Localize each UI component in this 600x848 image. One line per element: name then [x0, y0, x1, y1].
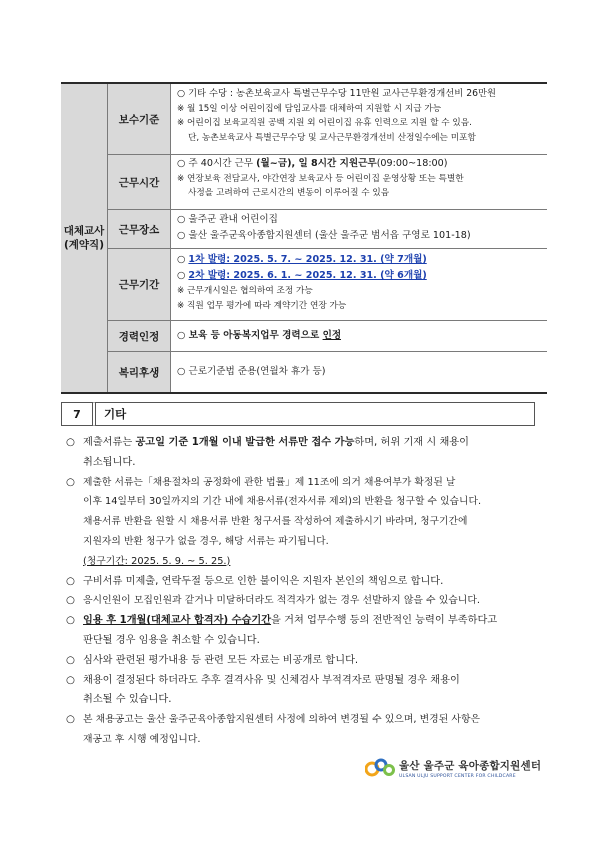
bullet: ○	[66, 615, 75, 627]
item1-d: 취소됩니다.	[83, 456, 136, 468]
item6: 심사와 관련된 평가내용 등 관련 모든 자료는 비공개로 합니다.	[83, 654, 359, 666]
list-item	[66, 433, 550, 473]
list-item	[66, 591, 550, 611]
item1-a: 제출서류는	[83, 437, 136, 448]
bullet: ○	[66, 654, 75, 666]
period-note-1: ※ 근무개시일은 협의하여 조정 가능	[177, 286, 313, 296]
salary-line-1: ○ 기타 수당 : 농촌보육교사 특별근무수당 11만원 교사근무환경개선비 26만원	[177, 88, 496, 99]
row-label-place: 근무장소	[108, 210, 171, 248]
place-line-1: ○ 울주군 관내 어린이집	[177, 214, 278, 225]
bullet: ○	[66, 595, 75, 607]
org-name-kr: 울산 울주군 육아종합지원센터	[399, 759, 542, 772]
row-label-salary: 보수기준	[108, 84, 171, 154]
salary-note-2: ※ 어린이집 보육교직원 공백 지원 외 어린이집 유휴 인력으로 지원 할 수 있음.	[177, 118, 472, 128]
item7-line2: 취소될 수 있습니다.	[83, 694, 172, 706]
item1-b: 공고일 기준 1개월 이내 발급한 서류만 접수 가능	[135, 437, 355, 448]
bullet: ○	[66, 674, 75, 686]
bullet: ○	[66, 714, 75, 726]
career-text-a: ○ 보육 등 아동복지업무 경력으로	[177, 329, 323, 341]
row-label-hours: 근무시간	[108, 155, 171, 209]
row-content-period	[171, 249, 547, 320]
salary-note-1: ※ 월 15일 이상 어린이집에 담임교사를 대체하여 지원할 시 지급 가능	[177, 103, 442, 114]
row-label-period: 근무기간	[108, 249, 171, 320]
row-career	[108, 321, 547, 352]
period-bullet-2: ○	[177, 270, 189, 281]
bullet: ○	[66, 575, 75, 587]
place-line-2: ○ 울산 울주군육아종합지원센터 (울산 울주군 범서읍 구영로 101-18)	[177, 230, 471, 241]
list-item	[66, 651, 550, 671]
notice-list	[66, 433, 550, 750]
list-item	[66, 710, 550, 750]
row-content-welfare	[171, 352, 547, 392]
recruitment-conditions-table	[61, 82, 547, 394]
item2-line5: (청구기간: 2025. 5. 9. ~ 5. 25.)	[83, 555, 231, 567]
substitute-teacher-group	[61, 84, 547, 392]
item4: 응시인원이 모집인원과 같거나 미달하더라도 적격자가 없는 경우 선발하지 않을 수 있습니다.	[83, 595, 481, 607]
row-content-hours	[171, 155, 547, 209]
row-welfare	[108, 352, 547, 392]
hours-text-b: (월~금), 일 8시간 지원근무	[256, 158, 377, 169]
item8-line2: 재공고 후 시행 예정입니다.	[83, 733, 201, 745]
row-salary	[108, 84, 547, 155]
row-label-career: 경력인정	[108, 321, 171, 351]
hours-text-a: ○ 주 40시간 근무	[177, 158, 257, 169]
hours-text-c: (09:00~18:00)	[376, 158, 448, 169]
list-item	[66, 611, 550, 651]
org-logo	[365, 756, 541, 780]
item2-line4: 지원자의 반환 청구가 없을 경우, 해당 서류는 파기됩니다.	[83, 535, 329, 547]
item2-line2: 이후 14일부터 30일까지의 기간 내에 채용서류(전자서류 제외)의 반환을 청구할 수 있습니다.	[83, 496, 482, 508]
item1-c: 하며, 허위 기재 시 채용이	[354, 437, 469, 448]
period-line-1	[177, 252, 541, 268]
childcare-center-logo-icon	[365, 756, 395, 780]
item5-b: 을 거쳐 업무수행 등의 전반적인 능력이 부족하다고	[271, 615, 498, 627]
career-line	[177, 329, 341, 344]
item7-line1: 채용이 결정된다 하더라도 추후 결격사유 및 신체검사 부적격자로 판명될 경우 채용이	[83, 674, 460, 686]
item5-c: 판단될 경우 임용을 취소할 수 있습니다.	[83, 634, 260, 646]
bullet: ○	[66, 476, 75, 488]
row-content-place	[171, 210, 547, 248]
second-appointment: 2차 발령: 2025. 6. 1. ~ 2025. 12. 31. (약 6개월)	[188, 270, 427, 281]
row-content-career	[171, 321, 547, 351]
section-number: 7	[61, 402, 92, 426]
career-text-b: 인정	[322, 329, 342, 341]
item8-line1: 본 채용공고는 울산 울주군육아종합지원센터 사정에 의하여 변경될 수 있으며, 변경된 사항은	[83, 714, 481, 726]
list-item	[66, 473, 550, 572]
hours-note-2: 사정을 고려하여 근로시간의 변동이 이루어질 수 있음	[188, 188, 390, 198]
list-item	[66, 572, 550, 592]
period-bullet-1: ○	[177, 254, 189, 265]
row-period	[108, 249, 547, 321]
bullet: ○	[66, 437, 75, 448]
section-7-heading	[61, 402, 535, 426]
first-appointment: 1차 발령: 2025. 5. 7. ~ 2025. 12. 31. (약 7개월)	[188, 254, 427, 265]
list-item	[66, 671, 550, 711]
group-label-line1: 대체교사	[63, 225, 105, 237]
hours-note-1: ※ 연장보육 전담교사, 야간연장 보육교사 등 어린이집 운영상황 또는 특별한	[177, 173, 464, 184]
row-label-welfare: 복리후생	[108, 352, 171, 392]
item5-a: 임용 후 1개월(대체교사 합격자) 수습기간	[83, 615, 272, 627]
period-note-2: ※ 직원 업무 평가에 따라 계약기간 연장 가능	[177, 301, 347, 311]
item2-line3: 채용서류 반환을 원할 시 채용서류 반환 청구서를 작성하여 제출하시기 바라며, 청구기간에	[83, 516, 468, 528]
salary-note-3: 단, 농촌보육교사 특별근무수당 및 교사근무환경개선비 산정일수에는 미포함	[188, 132, 476, 143]
group-label-line2: (계약직)	[63, 239, 104, 251]
row-content-salary	[171, 84, 547, 154]
hours-line-1	[177, 157, 541, 172]
period-line-2	[177, 268, 541, 284]
section-title: 기타	[92, 402, 535, 426]
item2-line1: 제출한 서류는「채용절차의 공정화에 관한 법률」제 11조에 의거 채용여부가 확정된 날	[83, 476, 456, 488]
row-hours	[108, 155, 547, 210]
group-header	[61, 84, 108, 392]
welfare-line: ○ 근로기준법 준용(연월차 휴가 등)	[177, 365, 326, 377]
org-name-en: ULSAN ULJU SUPPORT CENTER FOR CHILDCARE	[399, 773, 516, 779]
row-place	[108, 210, 547, 249]
item3: 구비서류 미제출, 연락두절 등으로 인한 불이익은 지원자 본인의 책임으로 합니다.	[83, 575, 444, 587]
